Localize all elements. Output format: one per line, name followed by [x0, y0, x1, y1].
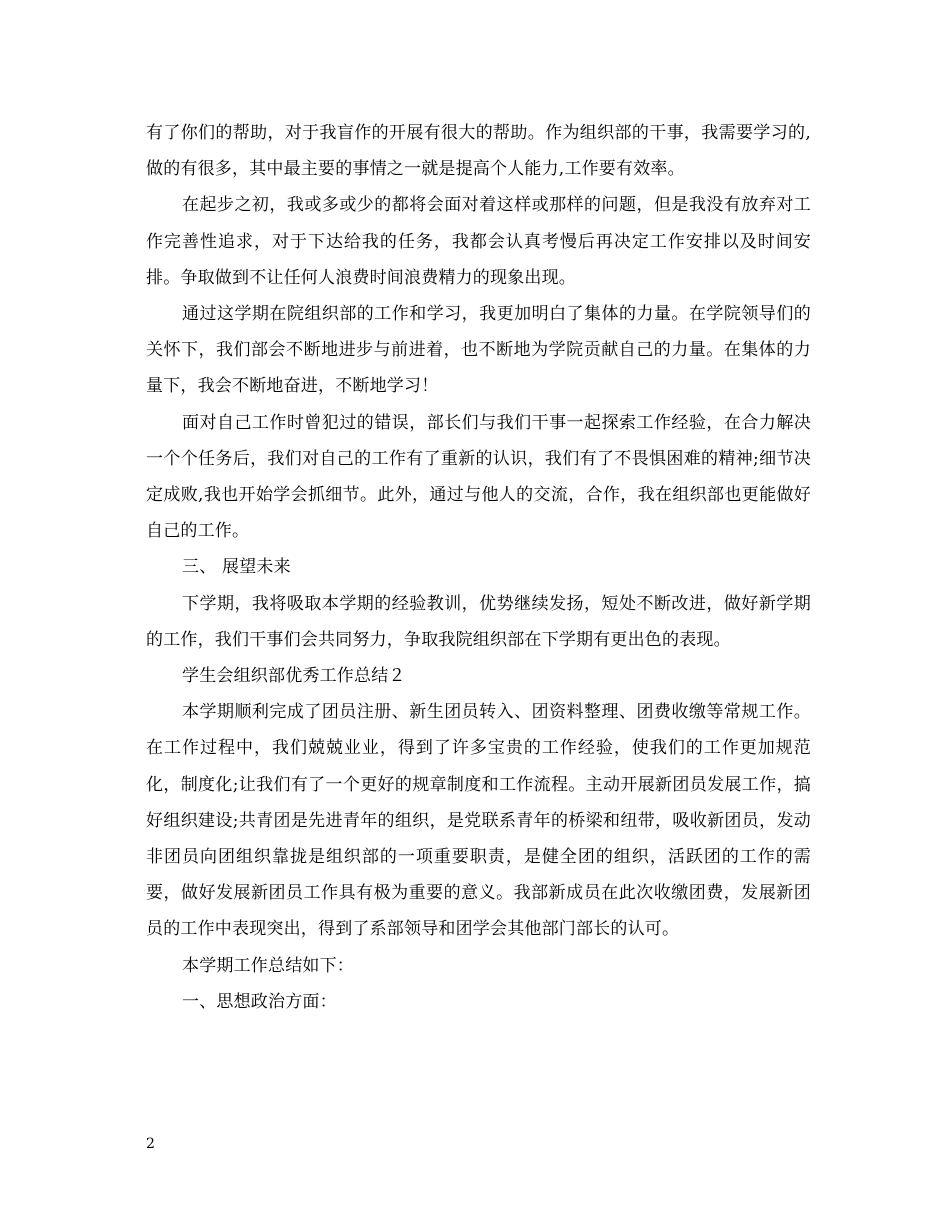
paragraph-6: 下学期，我将吸取本学期的经验教训，优势继续发扬，短处不断改进，做好新学期的工作，我们干事们会共同努力，争取我院组织部在下学期有更出色的表现。 [146, 593, 811, 650]
paragraph-9: 本学期工作总结如下： [182, 955, 354, 976]
document-body [146, 115, 811, 1020]
paragraph-2: 在起步之初，我或多或少的都将会面对着这样或那样的问题，但是我没有放弃对工作完善性追求，对于下达给我的任务，我都会认真考慢后再决定工作安排以及时间安排。争取做到不让任何人浪费时间浪费精力的现象出现。 [146, 195, 811, 288]
paragraph-4: 面对自己工作时曾犯过的错误，部长们与我们干事一起探索工作经验，在合力解决一个个任务后，我们对自己的工作有了重新的认识，我们有了不畏惧困难的精神;细节决定成败,我也开始学会抓细节。此外，通过与他人的交流，合作，我在组织部也更能做好自己的工作。 [146, 412, 811, 542]
document-subtitle: 学生会组织部优秀工作总结２ [182, 666, 406, 687]
page-number: 2 [146, 1136, 155, 1152]
paragraph-3: 通过这学期在院组织部的工作和学习，我更加明白了集体的力量。在学院领导们的关怀下，我们部会不断地进步与前进着，也不断地为学院贡献自己的力量。在集体的力量下，我会不断地奋进，不断地学习！ [146, 304, 811, 397]
paragraph-8: 本学期顺利完成了团员注册、新生团员转入、团资料整理、团费收缴等常规工作。在工作过程中，我们兢兢业业，得到了许多宝贵的工作经验，使我们的工作更加规范化，制度化;让我们有了一个更好的规章制度和工作流程。主动开展新团员发展工作，搞好组织建设;共青团是先进青年的组织，是党联系青年的桥梁和纽带，吸收新团员，发动非团员向团组织靠拢是组织部的一项重要职责，是健全团的组织，活跃团的工作的需要，做好发展新团员工作具有极为重要的意义。我部新成员在此次收缴团费，发展新团员的工作中表现突出，得到了系部领导和团学会其他部门部长的认可。 [146, 702, 811, 940]
section-heading-outlook: 三、 展望未来 [182, 557, 291, 578]
section-heading-political: 一、思想政治方面： [182, 991, 337, 1012]
paragraph-1: 有了你们的帮助，对于我盲作的开展有很大的帮助。作为组织部的干事，我需要学习的,做的有很多，其中最主要的事情之一就是提高个人能力,工作要有效率。 [146, 123, 811, 180]
